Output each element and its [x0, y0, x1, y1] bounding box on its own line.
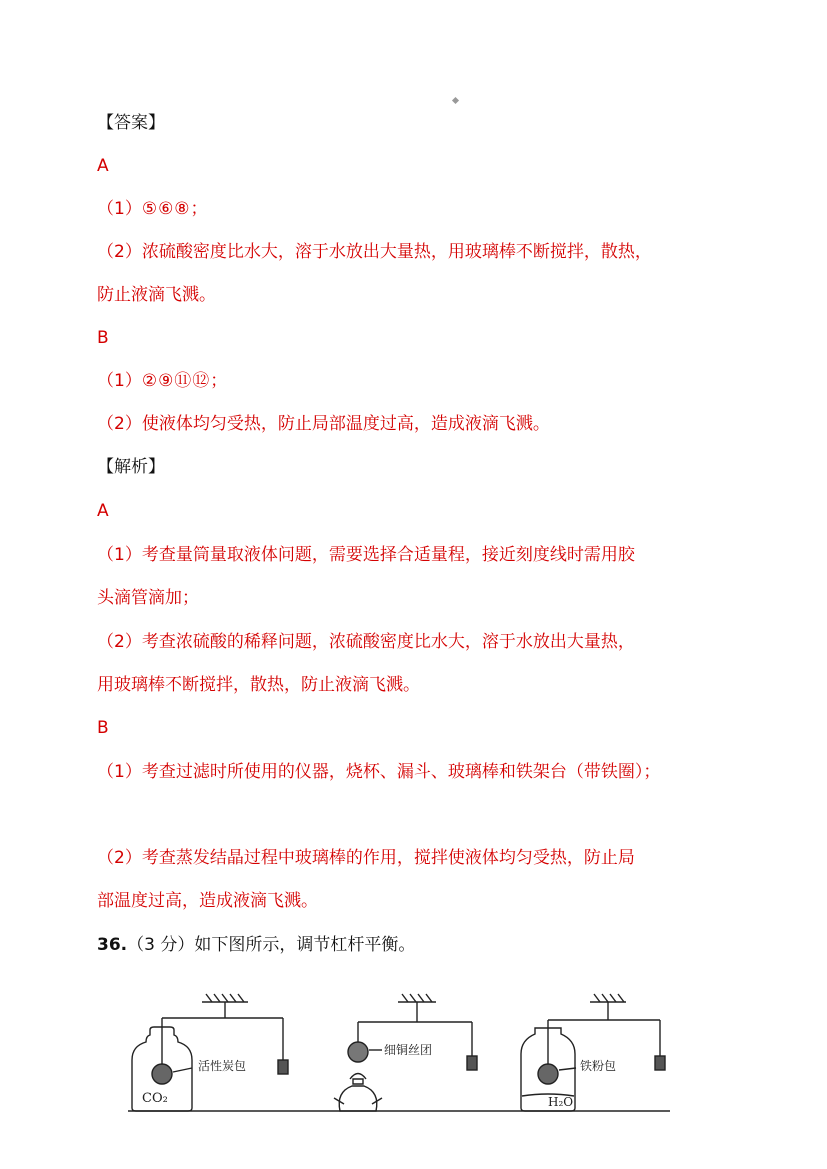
analysis-heading: 【解析】 [97, 457, 165, 477]
answer-a2-line2: 防止液滴飞溅。 [97, 285, 216, 305]
analysis-part-b-label: B [97, 718, 109, 738]
question-36 [97, 934, 415, 956]
label-co2: CO₂ [142, 1091, 168, 1106]
activated-carbon-bag [152, 1064, 172, 1084]
label-activated-carbon: 活性炭包 [198, 1059, 247, 1073]
scan-speck [452, 97, 459, 104]
answer-b2: （2）使液体均匀受热，防止局部温度过高，造成液滴飞溅。 [97, 414, 550, 434]
answer-part-a-label: A [97, 156, 109, 176]
right-hanger-mount [590, 994, 626, 1020]
iron-powder-bag [538, 1064, 558, 1084]
right-weight [655, 1056, 665, 1070]
answer-a2-line1: （2）浓硫酸密度比水大，溶于水放出大量热，用玻璃棒不断搅拌，散热， [97, 242, 652, 262]
left-label-pointer [173, 1068, 192, 1072]
label-copper-wire: 细铜丝团 [384, 1043, 433, 1057]
answer-a1-prefix: （1） [97, 199, 142, 219]
alcohol-lamp [334, 1074, 382, 1112]
answer-heading: 【答案】 [97, 113, 165, 133]
label-water: H₂O [548, 1095, 574, 1109]
answer-a1-value: ⑤⑥⑧； [141, 199, 209, 219]
analysis-a1-line2: 头滴管滴加； [97, 588, 199, 608]
question-number: 36. [97, 935, 128, 955]
analysis-part-a-label: A [97, 501, 109, 521]
analysis-b1: （1）考查过滤时所使用的仪器，烧杯、漏斗、玻璃棒和铁架台（带铁圈）； [97, 762, 661, 782]
answer-b1-value: ②⑨⑪⑫； [141, 371, 229, 391]
answer-part-b-label: B [97, 328, 109, 348]
lever-experiment-figure [120, 980, 680, 1130]
answer-b1-prefix: （1） [97, 371, 142, 391]
analysis-a2-line2: 用玻璃棒不断搅拌，散热，防止液滴飞溅。 [97, 675, 420, 695]
copper-wire-ball [348, 1042, 368, 1062]
analysis-b2-line2: 部温度过高，造成液滴飞溅。 [97, 891, 318, 911]
answer-a1 [97, 198, 209, 220]
label-iron-powder: 铁粉包 [580, 1059, 617, 1073]
right-label-pointer [559, 1068, 576, 1070]
middle-weight [467, 1056, 477, 1070]
middle-hanger-mount [398, 994, 436, 1022]
left-weight [278, 1060, 288, 1074]
analysis-a2-line1: （2）考查浓硫酸的稀释问题，浓硫酸密度比水大，溶于水放出大量热， [97, 632, 635, 652]
analysis-a1-line1: （1）考查量筒量取液体问题，需要选择合适量程，接近刻度线时需用胶 [97, 545, 635, 565]
analysis-b2-line1: （2）考查蒸发结晶过程中玻璃棒的作用，搅拌使液体均匀受热，防止局 [97, 848, 635, 868]
left-hanger-mount [202, 994, 248, 1018]
question-text: （3 分）如下图所示，调节杠杆平衡。 [127, 935, 416, 955]
answer-b1 [97, 370, 228, 392]
